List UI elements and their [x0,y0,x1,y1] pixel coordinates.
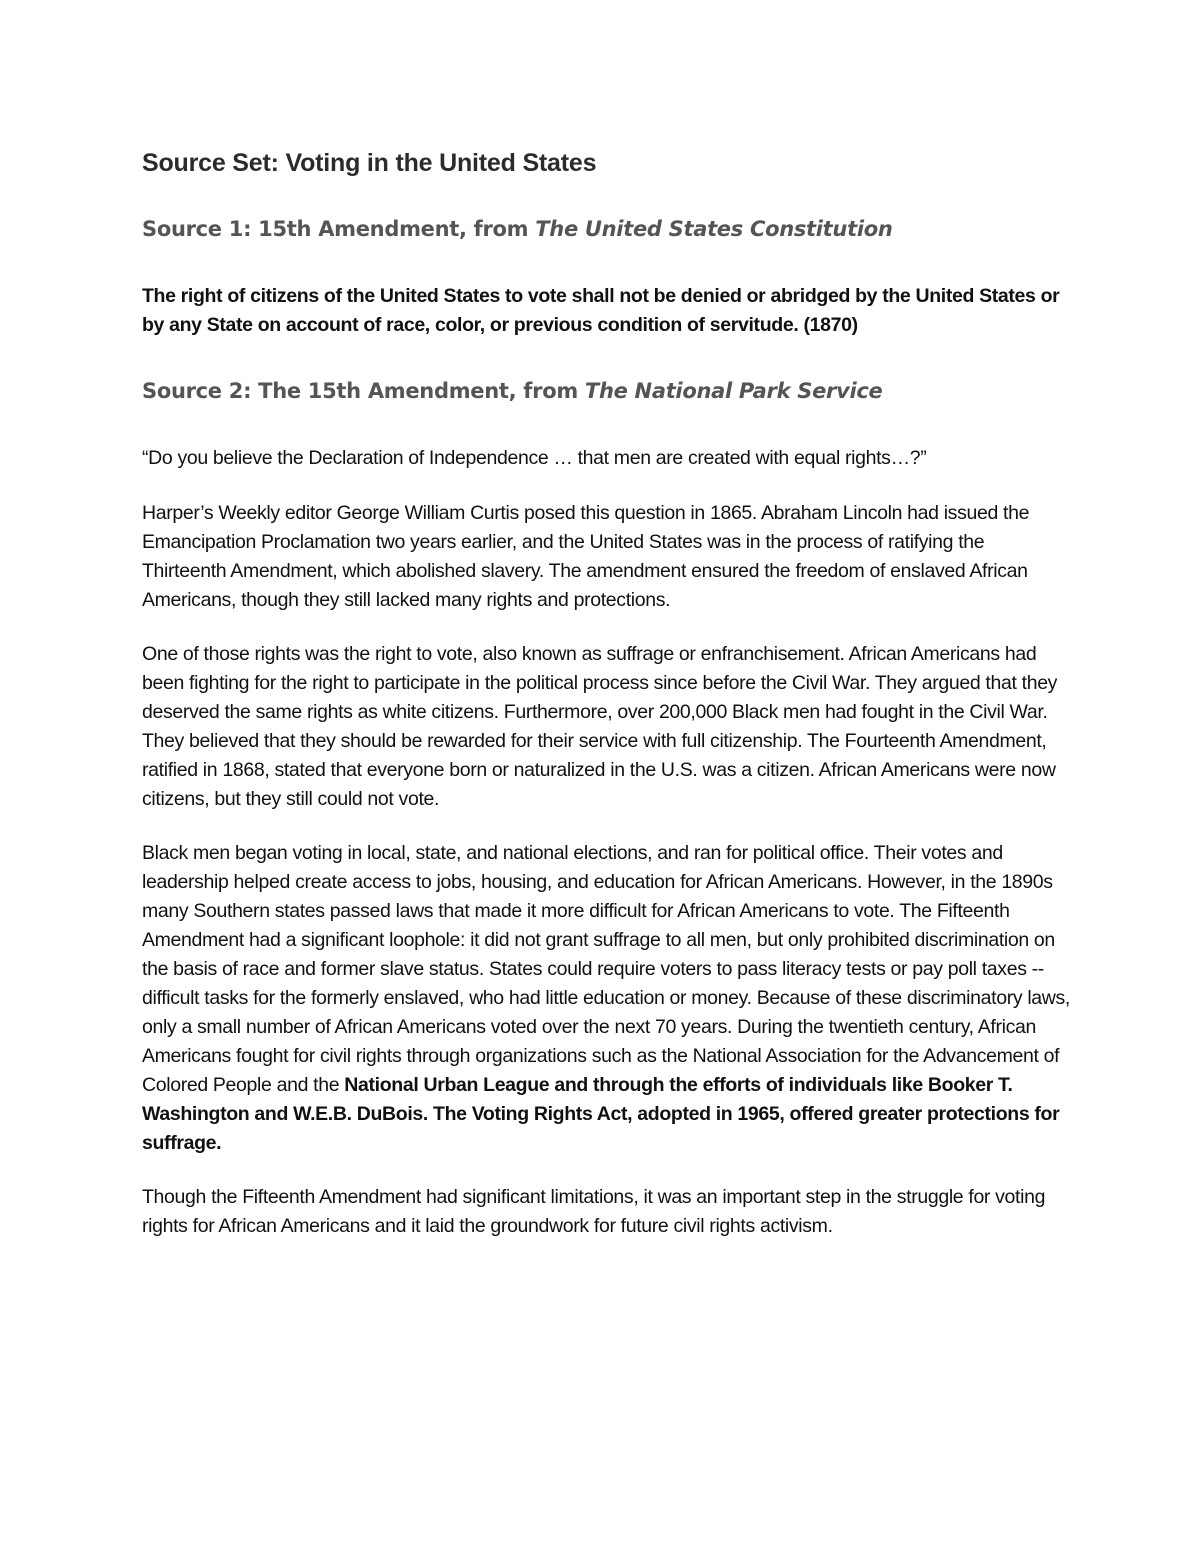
document-title: Source Set: Voting in the United States [142,149,597,177]
source-2-heading-title: The National Park Service [584,379,883,403]
source-1-heading-prefix: Source 1: 15th Amendment, from [142,217,536,241]
source-1-heading [142,214,1072,244]
source-2-paragraph-3 [142,839,1072,1158]
source-2-paragraph-3-text: Black men began voting in local, state, and national elections, and ran for political office. Their votes and leadership helped create access to jobs, housing, and education for African Americans. However, in the 1890s many Southern states passed laws that made it more difficult for African Americans to vote. The Fifteenth Amendment had a significant loophole: it did not grant suffrage to all men, but only prohibited discrimination on the basis of race and former slave status. States could require voters to pass literacy tests or pay poll taxes -- difficult tasks for the formerly enslaved, who had little education or money. Because of these discriminatory laws, only a small number of African Americans voted over the next 70 years. During the twentieth century, African Americans fought for civil rights through organizations such as the National Association for the Advancement of Colored People and the [142,842,1070,1096]
document-body [142,146,1072,1241]
source-1-heading-title: The United States Constitution [535,217,893,241]
source-2-paragraph-4: Though the Fifteenth Amendment had significant limitations, it was an important step in the struggle for voting rights for African Americans and it laid the groundwork for future civil rights activism. [142,1186,1046,1237]
source-2-heading [142,376,1072,406]
source-2-paragraph-3-bold-text: National Urban League and through the efforts of individuals like Booker T. Washington and W.E.B. DuBois. The Voting Rights Act, adopted in 1965, offered greater protections for suffrage. [142,1074,1060,1154]
source-2-quote: “Do you believe the Declaration of Independence … that men are created with equal rights…?” [142,447,927,469]
source-2-heading-prefix: Source 2: The 15th Amendment, from [142,379,585,403]
source-1-text: The right of citizens of the United States to vote shall not be denied or abridged by the United States or by any State on account of race, color, or previous condition of servitude. (1870) [142,285,1060,336]
source-2-paragraph-1: Harper’s Weekly editor George William Curtis posed this question in 1865. Abraham Lincoln had issued the Emancipation Proclamation two years earlier, and the United States was in the process of ratifying the Thirteenth Amendment, which abolished slavery. The amendment ensured the freedom of enslaved African Americans, though they still lacked many rights and protections. [142,502,1030,611]
source-2-paragraph-2: One of those rights was the right to vote, also known as suffrage or enfranchisement. African Americans had been fighting for the right to participate in the political process since before the Civil War. They argued that they deserved the same rights as white citizens. Furthermore, over 200,000 Black men had fought in the Civil War. They believed that they should be rewarded for their service with full citizenship. The Fourteenth Amendment, ratified in 1868, stated that everyone born or naturalized in the U.S. was a citizen. African Americans were now citizens, but they still could not vote. [142,643,1058,810]
